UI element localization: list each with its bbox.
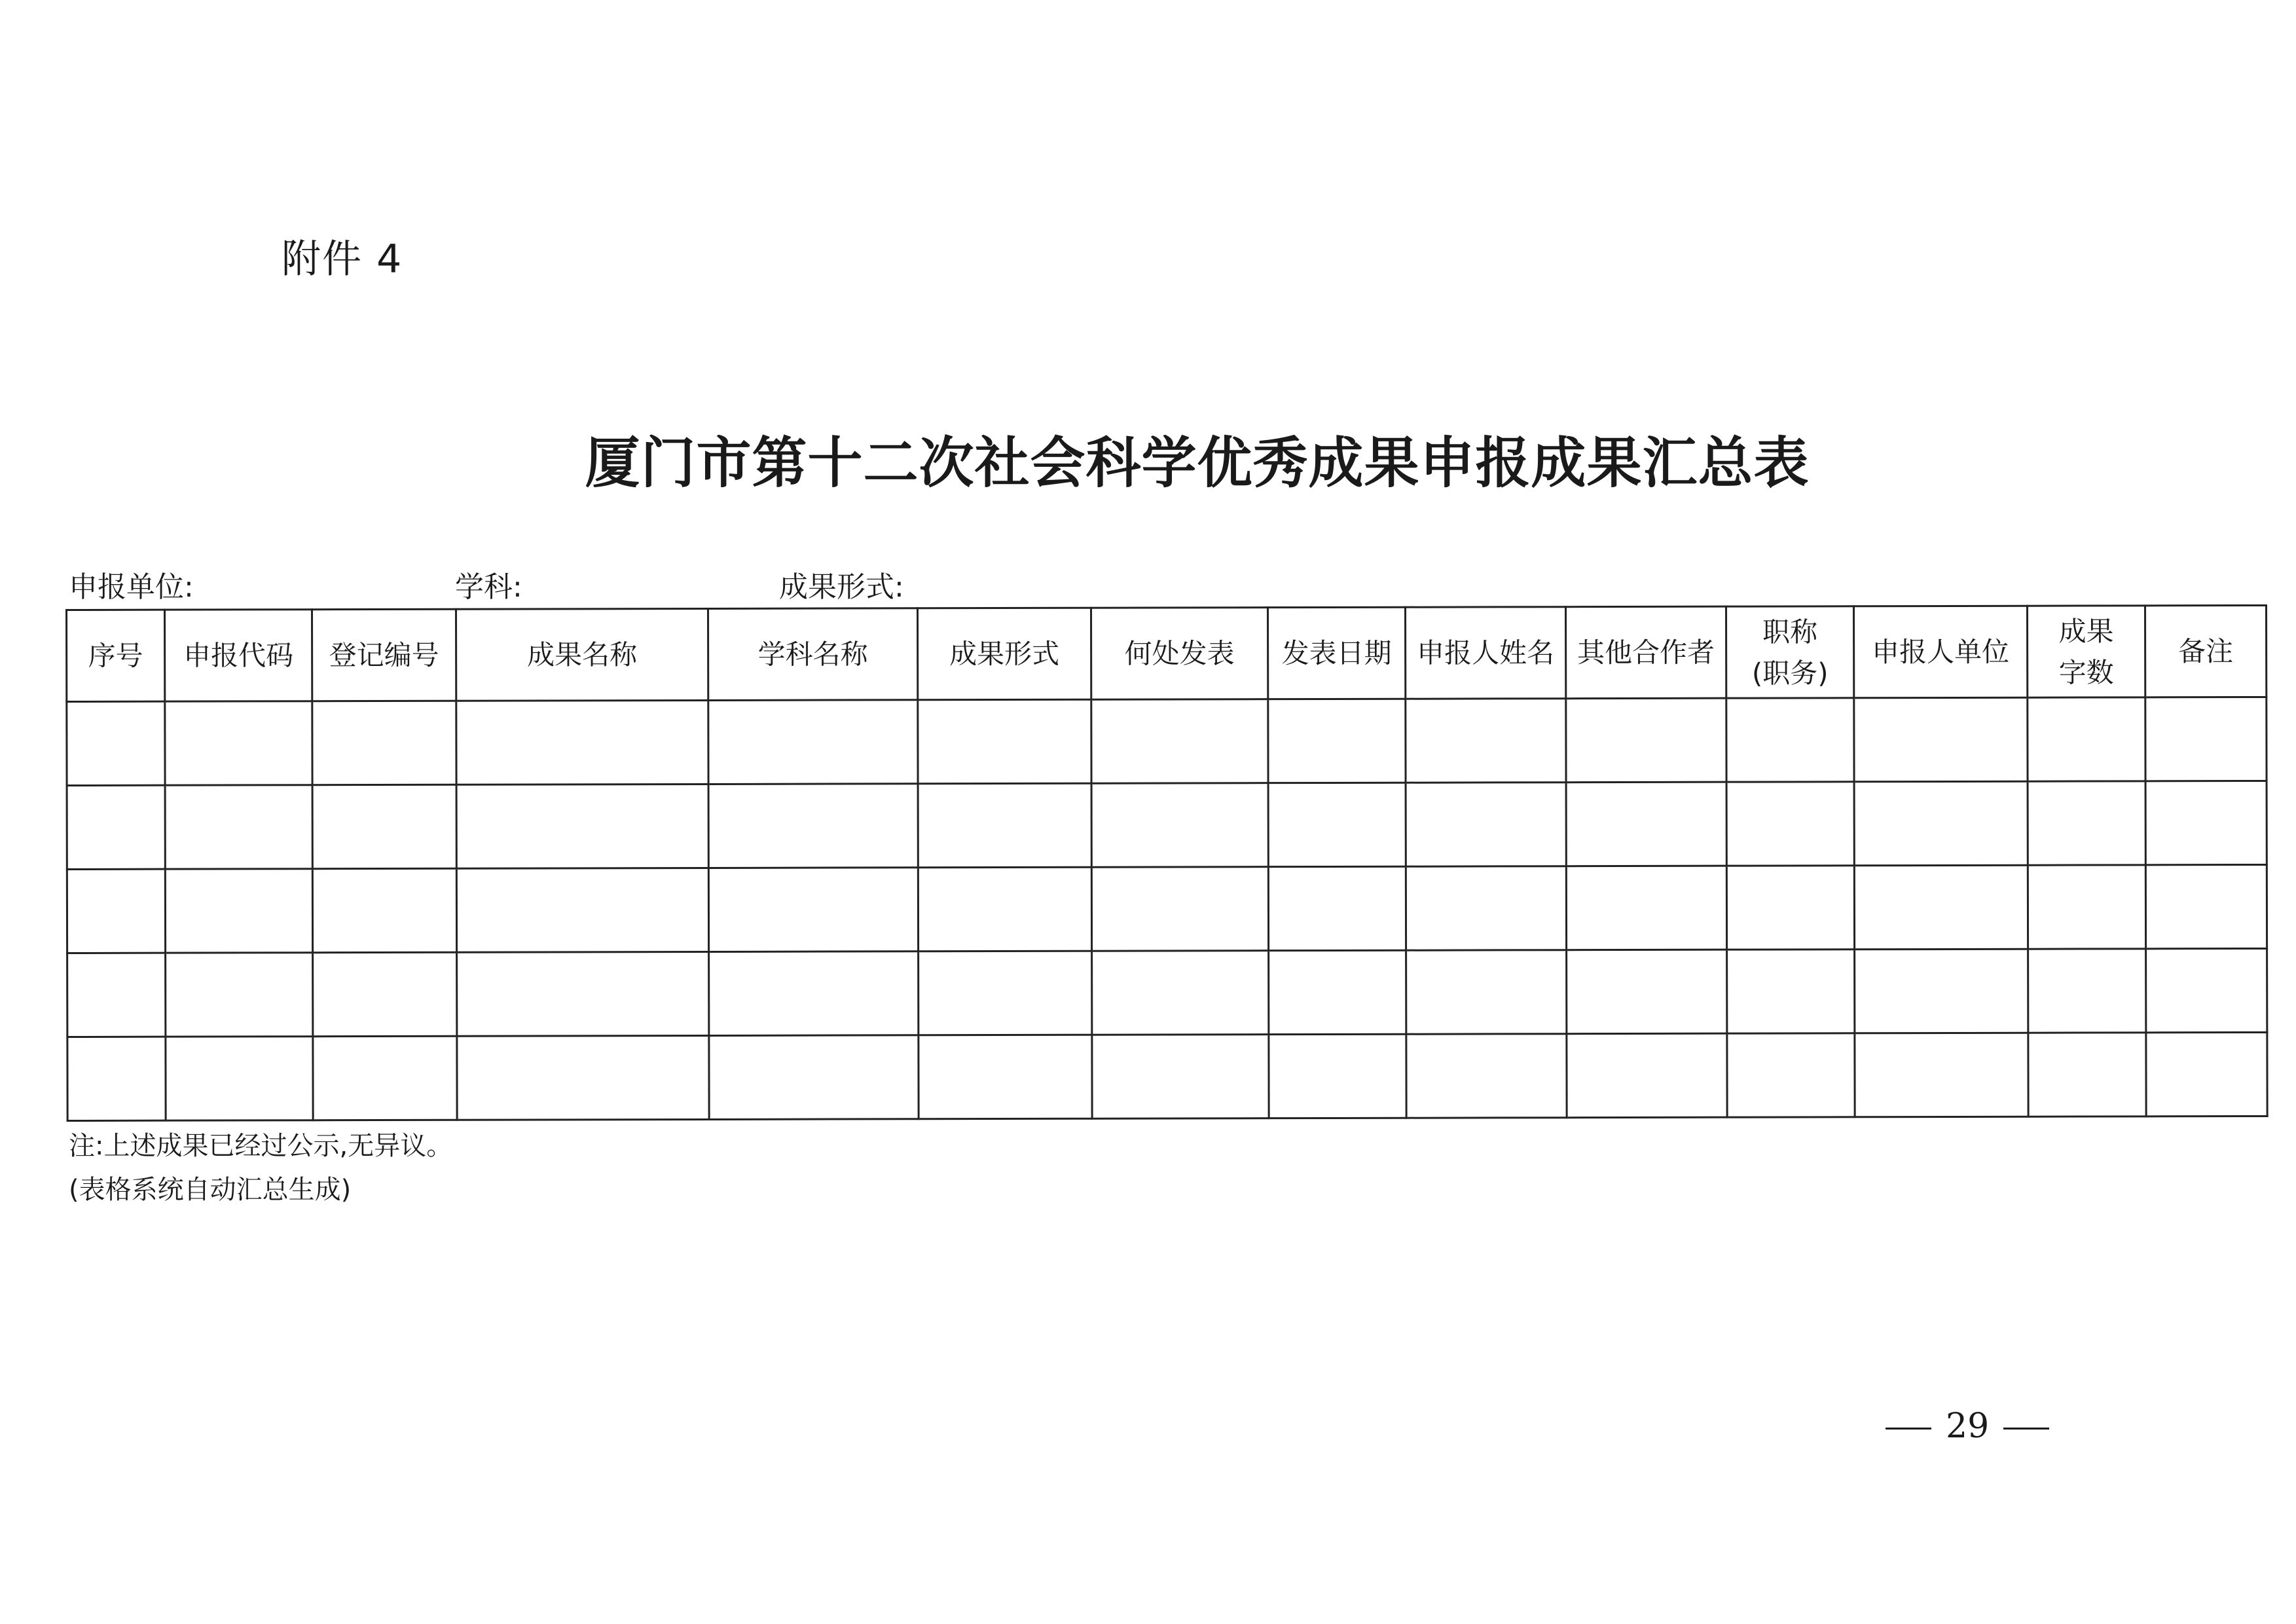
table-cell — [2028, 697, 2145, 781]
table-cell — [1091, 783, 1268, 868]
col-header-applicant-unit: 申报人单位 — [1853, 606, 2027, 698]
table-cell — [709, 1035, 919, 1120]
table-cell — [1726, 698, 1854, 782]
table-cell — [708, 868, 918, 952]
table-cell — [1566, 782, 1726, 866]
table-cell — [1727, 1033, 1855, 1117]
table-cell — [312, 868, 456, 952]
col-header-other-collaborators: 其他合作者 — [1565, 606, 1726, 699]
table-cell — [1854, 781, 2028, 866]
table-cell — [1406, 1034, 1567, 1118]
table-cell — [2028, 1033, 2146, 1116]
table-row — [67, 1032, 2267, 1120]
table-cell — [1406, 783, 1566, 867]
col-header-publication-venue: 何处发表 — [1091, 608, 1267, 700]
table-cell — [166, 953, 313, 1037]
table-cell — [312, 784, 456, 868]
table-cell — [67, 1037, 166, 1120]
table-cell — [1406, 866, 1566, 951]
table-cell — [1268, 783, 1406, 866]
table-cell — [2146, 1032, 2267, 1116]
col-header-title-position — [1726, 606, 1853, 698]
table-cell — [2145, 781, 2267, 864]
table-cell — [708, 784, 918, 868]
col-header-registration-number: 登记编号 — [312, 609, 456, 701]
footnote-publicity-note: 注:上述成果已经过公示,无异议。 — [69, 1131, 453, 1161]
summary-table — [65, 604, 2269, 1122]
page-number-value: 29 — [1946, 1407, 1990, 1446]
table-cell — [918, 699, 1091, 784]
table-cell — [1726, 866, 1854, 950]
table-cell — [165, 785, 312, 869]
col-header-word-count-line1: 成果 — [2058, 614, 2114, 648]
table-cell — [67, 701, 165, 785]
table-cell — [2028, 949, 2146, 1033]
table-cell — [1092, 1035, 1269, 1119]
subject-label: 学科: — [455, 570, 522, 604]
table-cell — [2145, 864, 2267, 948]
table-cell — [918, 867, 1091, 951]
table-cell — [1406, 699, 1566, 783]
table-cell — [918, 783, 1091, 868]
table-row — [67, 697, 2267, 785]
table-cell — [709, 951, 919, 1036]
page-number-left-dash — [1886, 1428, 1931, 1430]
table-cell — [1092, 951, 1269, 1035]
table-cell — [1268, 866, 1406, 950]
table-cell — [1727, 950, 1855, 1033]
table-cell — [2146, 948, 2267, 1032]
table-cell — [456, 700, 708, 784]
table-cell — [2028, 781, 2145, 865]
col-header-remarks: 备注 — [2145, 605, 2266, 697]
col-header-title-line1: 职称 — [1762, 615, 1818, 648]
table-cell — [919, 951, 1092, 1035]
table-cell — [1726, 782, 1854, 866]
page-number — [1886, 1407, 2049, 1446]
meta-row — [0, 563, 2296, 602]
table-cell — [1269, 950, 1406, 1034]
table-cell — [708, 700, 918, 784]
table-cell — [313, 1036, 457, 1120]
table-cell — [457, 1035, 709, 1120]
col-header-word-count-line2: 字数 — [2058, 655, 2114, 689]
table-cell — [2145, 697, 2267, 781]
table-cell — [1855, 949, 2028, 1033]
col-header-title-line2: (职务) — [1751, 656, 1829, 690]
table-cell — [1567, 1033, 1727, 1118]
table-cell — [1566, 698, 1726, 783]
table-row — [67, 948, 2267, 1037]
col-header-applicant-name: 申报人姓名 — [1405, 607, 1565, 699]
declaring-unit-label: 申报单位: — [69, 570, 194, 604]
table-row — [67, 781, 2267, 869]
table-cell — [456, 784, 708, 868]
table-cell — [166, 1037, 313, 1120]
achievement-form-label: 成果形式: — [779, 570, 904, 604]
document-title: 厦门市第十二次社会科学优秀成果申报成果汇总表 — [585, 430, 1810, 495]
col-header-achievement-name: 成果名称 — [456, 608, 708, 701]
table-cell — [67, 785, 165, 869]
table-cell — [1091, 867, 1268, 951]
col-header-publication-date: 发表日期 — [1267, 607, 1405, 699]
col-header-word-count — [2027, 606, 2145, 697]
table-cell — [312, 701, 456, 784]
page-number-right-dash — [2003, 1428, 2049, 1430]
table-cell — [67, 953, 166, 1037]
table-cell — [1566, 866, 1726, 950]
col-header-serial-number: 序号 — [67, 610, 165, 701]
table-cell — [1268, 699, 1406, 783]
footnote-auto-generated-note: (表格系统自动汇总生成) — [69, 1175, 352, 1205]
table-cell — [165, 869, 312, 953]
table-cell — [456, 868, 708, 952]
table-cell — [1269, 1034, 1406, 1118]
table-cell — [1855, 1033, 2028, 1117]
attachment-label: 附件 4 — [282, 236, 403, 282]
table-cell — [1854, 697, 2028, 782]
table-header-row — [67, 605, 2267, 701]
col-header-achievement-form: 成果形式 — [918, 608, 1091, 700]
table-body — [67, 697, 2267, 1120]
table-cell — [2028, 865, 2145, 949]
table-cell — [1567, 950, 1727, 1034]
table-row — [67, 864, 2267, 953]
table-cell — [1091, 699, 1268, 784]
table-cell — [1854, 865, 2028, 950]
table-cell — [165, 701, 312, 785]
table-cell — [1406, 950, 1567, 1035]
table-cell — [313, 952, 457, 1036]
table-cell — [67, 869, 165, 953]
col-header-subject-name: 学科名称 — [708, 608, 918, 701]
table-cell — [919, 1035, 1092, 1119]
table-cell — [457, 951, 709, 1036]
col-header-declaration-code: 申报代码 — [165, 610, 312, 701]
